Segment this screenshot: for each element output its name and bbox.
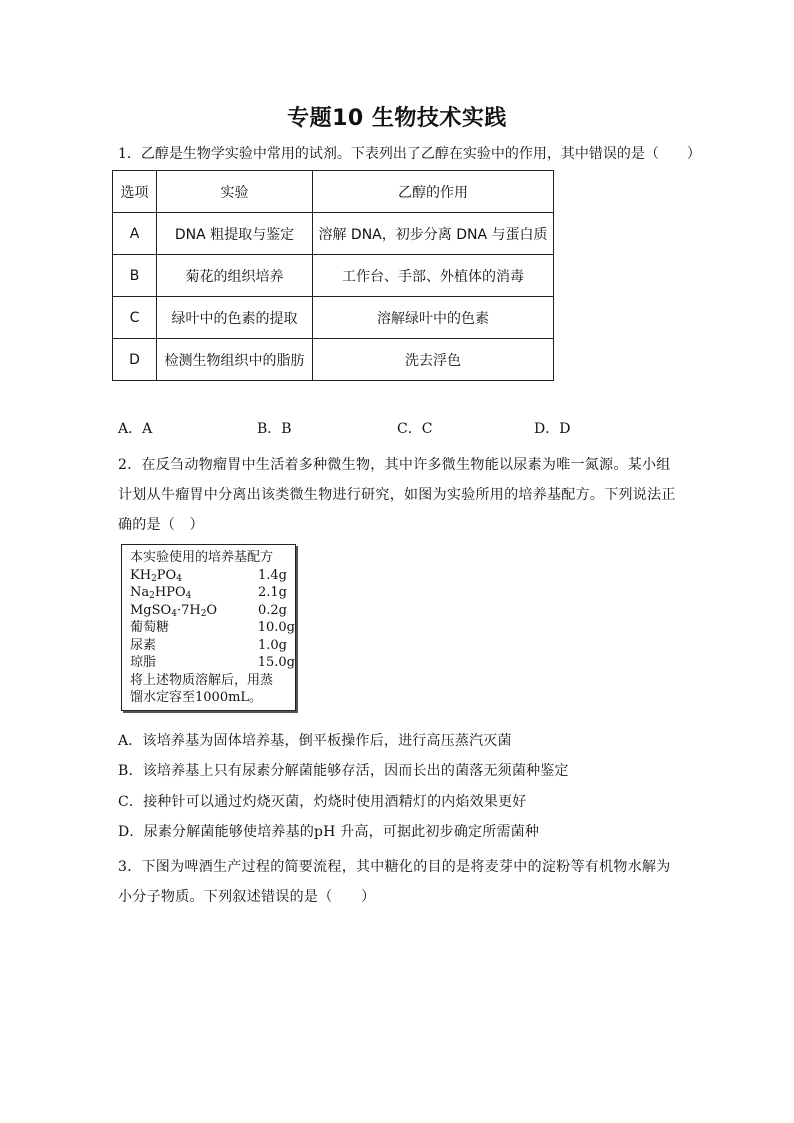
recipe-item (130, 637, 295, 655)
table-cell: A (113, 213, 157, 255)
recipe-item-amount: 2.1g (258, 585, 287, 600)
recipe-item (130, 567, 295, 585)
table-cell: 溶解绿叶中的色素 (313, 297, 554, 339)
recipe-item-name: 葡萄糖 (130, 620, 170, 635)
recipe-item (130, 602, 295, 620)
recipe-item (130, 654, 295, 672)
recipe-item-amount: 10.0g (257, 620, 295, 635)
table-cell: 检测生物组织中的脂肪 (157, 339, 313, 381)
table-cell: DNA 粗提取与鉴定 (157, 213, 313, 255)
option-d: D．D (534, 421, 571, 437)
table-cell: B (113, 255, 157, 297)
ethanol-table (112, 170, 554, 381)
recipe-item-name: $MgSO_4\cdot 7H_2O$ (130, 602, 218, 619)
answer-b: B．该培养基上只有尿素分解菌能够存活，因而长出的菌落无须菌种鉴定 (118, 763, 569, 779)
recipe-item-name: $Na_2HPO_4$ (130, 585, 192, 601)
recipe-note-line-1: 将上述物质溶解后，用蒸 (130, 672, 274, 688)
recipe-item-name: $KH_2PO_4$ (130, 567, 182, 584)
table-cell: C (113, 297, 157, 339)
recipe-item (130, 619, 295, 637)
recipe-item-amount: 0.2g (258, 602, 287, 618)
table-cell: 菊花的组织培养 (157, 255, 313, 297)
recipe-note-line-2: 馏水定容至1000mL。 (130, 690, 263, 705)
recipe-item-name: 琼脂 (130, 655, 157, 670)
recipe-item (130, 584, 295, 602)
table-cell: 绿叶中的色素的提取 (157, 297, 313, 339)
answer-c: C．接种针可以通过灼烧灭菌，灼烧时使用酒精灯的内焰效果更好 (118, 794, 527, 810)
table-row (113, 339, 554, 381)
table-row (113, 297, 554, 339)
table-cell: 工作台、手部、外植体的消毒 (313, 255, 554, 297)
medium-recipe-box (121, 544, 296, 711)
table-header-cell: 选项 (113, 171, 157, 213)
recipe-heading: 本实验使用的培养基配方 (130, 550, 274, 565)
option-b: B．B (257, 421, 292, 437)
recipe-item-amount: 1.4g (258, 567, 287, 583)
option-c: C．C (397, 421, 433, 437)
table-cell: 溶解 DNA，初步分离 DNA 与蛋白质 (313, 213, 554, 255)
table-header-row (113, 171, 554, 213)
recipe-item-amount: 1.0g (258, 637, 287, 653)
recipe-item-name: 尿素 (130, 637, 157, 653)
page-title: 专题10 生物技术实践 (287, 106, 507, 131)
table-cell: D (113, 339, 157, 381)
question-3-stem: 3．下图为啤酒生产过程的简要流程，其中糖化的目的是将麦芽中的淀粉等有机物水解为小分子物质。下列叙述错误的是（ ） (118, 859, 671, 905)
question-1-stem: 1．乙醇是生物学实验中常用的试剂。下表列出了乙醇在实验中的作用，其中错误的是（ ） (118, 146, 701, 162)
table-header-cell: 乙醇的作用 (313, 171, 554, 213)
option-a: A．A (118, 421, 153, 437)
answer-a: A．该培养基为固体培养基，倒平板操作后，进行高压蒸汽灭菌 (118, 733, 512, 749)
answer-d: D．尿素分解菌能够使培养基的pH 升高，可据此初步确定所需菌种 (118, 824, 540, 840)
question-2-stem: 2．在反刍动物瘤胃中生活着多种微生物，其中许多微生物能以尿素为唯一氮源。某小组计划从牛瘤胃中分离出该类微生物进行研究，如图为实验所用的培养基配方。下列说法正确的是（ ） (118, 457, 676, 533)
table-row (113, 213, 554, 255)
recipe-item-amount: 15.0g (257, 655, 295, 670)
table-header-cell: 实验 (157, 171, 313, 213)
table-cell: 洗去浮色 (313, 339, 554, 381)
table-row (113, 255, 554, 297)
